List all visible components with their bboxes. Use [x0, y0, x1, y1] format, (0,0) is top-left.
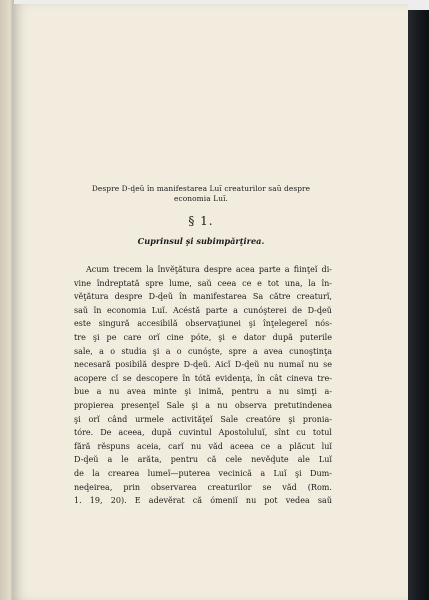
text-line: bue a nu avea minte şi inimă, pentru a nu simţi a-: [74, 387, 332, 397]
text-line: tóre. De aceea, după cuvintul Apostoluluĭ, sînt cu totul: [74, 428, 332, 438]
text-line: saŭ în economia Luĭ. Acéstă parte a cunóşterei de D-ḑeŭ: [74, 305, 332, 315]
chapter-heading: [74, 184, 328, 204]
text-line: de la crearea lumeĭ—puterea vecinică a Luĭ şi Dum-: [74, 468, 332, 478]
page-content: [74, 184, 332, 508]
chapter-heading-line-2: economia Luĭ.: [174, 194, 228, 203]
text-line: sale, a o studia şi a o cunóşte, spre a avea cunoştinţa: [74, 346, 332, 356]
text-line: propierea presenţeĭ Sale şi a nu observa pretutindenea: [74, 400, 332, 410]
text-line: vĕţătura despre D-ḑeŭ în manifestarea Sa către creaturĭ,: [74, 292, 332, 302]
text-line: necesară posibilă despre D-ḑeŭ. Aicĭ D-ḑeŭ nu numaĭ nu se: [74, 360, 332, 370]
text-line: neḑeirea, prin observarea creaturilor se văd (Rom.: [74, 482, 332, 492]
text-line: fără rĕspuns aceia, carĭ nu văd aceea ce a plăcut luĭ: [74, 441, 332, 451]
text-line: Acum trecem la învĕţătura despre acea parte a fiinţeĭ di-: [86, 265, 332, 274]
text-line: 1. 19, 20). E adevĕrat că ómeniĭ nu pot vedea saŭ: [74, 496, 332, 506]
section-number: § 1.: [188, 214, 214, 228]
text-line: este singură accesibilă observaţiunei şi înţelegereĭ nós-: [74, 319, 332, 329]
text-line: acopere cĭ se descopere în tótă evidenţa, în cât cineva tre-: [74, 373, 332, 383]
text-line: vine îndreptată spre lume, saŭ ceea ce e tot una, la în-: [74, 278, 332, 288]
text-line: tre şi pe care orĭ cine póte, şi e dator după puterile: [74, 332, 332, 342]
book-cover-edge: [405, 10, 429, 600]
body-paragraph: [74, 263, 332, 508]
text-line: D-ḑeŭ a le arăta, pentru că cele nevĕḑute ale Luĭ: [74, 455, 332, 465]
chapter-heading-line-1: Despre D-ḑeŭ în manifestarea Luĭ creaturilor saŭ despre: [91, 184, 311, 193]
text-line: şi orĭ când urmele activităţeĭ Sale creatóre şi pronia-: [74, 414, 332, 424]
section-subtitle: Cuprinsul şi subimpărţirea.: [137, 236, 265, 246]
